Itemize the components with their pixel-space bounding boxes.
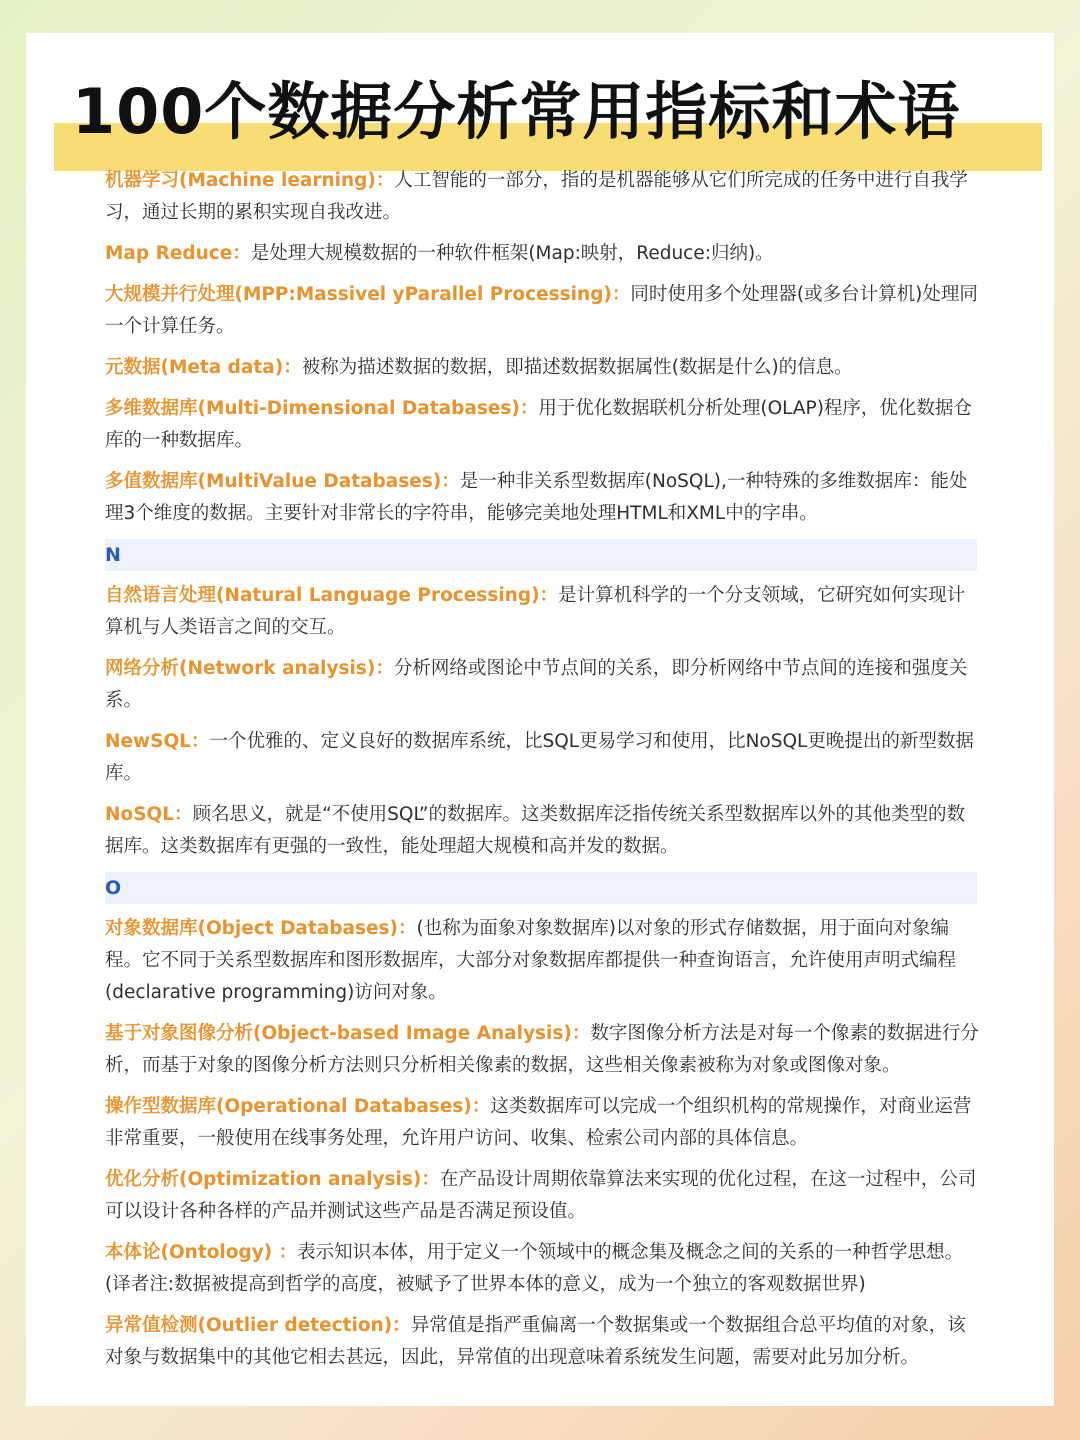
- glossary-entry: [105, 165, 980, 229]
- entry-description: 被称为描述数据的数据，即描述数据数据属性(数据是什么)的信息。: [301, 357, 853, 378]
- glossary-entry: [105, 238, 980, 270]
- glossary-entry: [105, 653, 980, 717]
- entry-term: 优化分析(Optimization analysis): [105, 1169, 422, 1190]
- entry-description: 是计算机科学的一个分支领域，它研究如何实现计算机与人类语言之间的交互。: [105, 585, 966, 638]
- entry-separator: ：: [441, 471, 460, 492]
- entry-description: 这类数据库可以完成一个组织机构的常规操作，对商业运营非常重要，一般使用在线事务处理，允许用户访问、收集、检索公司内部的具体信息。: [105, 1096, 972, 1149]
- glossary-list: [105, 165, 980, 1383]
- entry-description: 同时使用多个处理器(或多台计算机)处理同一个计算任务。: [105, 284, 978, 337]
- entry-separator: ：: [611, 284, 631, 305]
- entry-separator: ：: [272, 1242, 298, 1263]
- glossary-entry: [105, 279, 980, 343]
- entry-term: 自然语言处理(Natural Language Processing): [105, 585, 540, 606]
- entry-description: 在产品设计周期依靠算法来实现的优化过程，在这一过程中，公司可以设计各种各样的产品并测试这些产品是否满足预设值。: [105, 1169, 977, 1222]
- content-card: [26, 33, 1054, 1406]
- entry-description: 人工智能的一部分，指的是机器能够从它们所完成的任务中进行自我学习，通过长期的累积实现自我改进。: [105, 170, 968, 223]
- entry-separator: ：: [519, 398, 539, 419]
- entry-separator: ：: [283, 357, 302, 378]
- entry-separator: ：: [174, 804, 193, 825]
- glossary-entry: [105, 1018, 980, 1082]
- entry-description: 是一种非关系型数据库(NoSQL),一种特殊的多维数据库：能处理3个维度的数据。主要针对非常长的字符串，能够完美地处理HTML和XML中的字串。: [105, 471, 968, 524]
- glossary-entry: [105, 1310, 980, 1374]
- glossary-entry: [105, 1091, 980, 1155]
- entry-term: 机器学习(Machine learning): [105, 170, 376, 191]
- entry-separator: ：: [421, 1169, 440, 1190]
- entry-separator: ：: [392, 1315, 411, 1336]
- entry-term: 异常值检测(Outlier detection): [105, 1315, 393, 1336]
- entry-term: Map Reduce: [105, 243, 233, 264]
- glossary-entry: [105, 580, 980, 644]
- entry-description: 是处理大规模数据的一种软件框架(Map:映射，Reduce:归纳)。: [250, 243, 774, 264]
- glossary-entry: [105, 393, 980, 457]
- entry-term: 多维数据库(Multi-Dimensional Databases): [105, 398, 520, 419]
- entry-separator: ：: [375, 170, 395, 191]
- entry-separator: ：: [471, 1096, 491, 1117]
- entry-separator: ：: [190, 731, 210, 752]
- page-title: 100个数据分析常用指标和术语: [72, 75, 961, 148]
- glossary-entry: [105, 913, 980, 1009]
- entry-description: 分析网络或图论中节点间的关系，即分析网络中节点间的连接和强度关系。: [105, 658, 968, 711]
- entry-term: 基于对象图像分析(Object-based Image Analysis): [105, 1023, 572, 1044]
- entry-term: NoSQL: [105, 804, 175, 825]
- section-header-o: O: [105, 872, 977, 904]
- title-banner: [54, 63, 1042, 175]
- section-header-n: N: [105, 539, 977, 571]
- entry-term: 本体论(Ontology): [105, 1242, 273, 1263]
- glossary-entry: [105, 466, 980, 530]
- entry-description: 数字图像分析方法是对每一个像素的数据进行分析，而基于对象的图像分析方法则只分析相关像素的数据，这些相关像素被称为对象或图像对象。: [105, 1023, 979, 1076]
- entry-description: 表示知识本体，用于定义一个领域中的概念集及概念之间的关系的一种哲学思想。(译者注:数据被提高到哲学的高度，被赋予了世界本体的意义，成为一个独立的客观数据世界): [105, 1242, 964, 1295]
- entry-description: 一个优雅的、定义良好的数据库系统，比SQL更易学习和使用，比NoSQL更晚提出的新型数据库。: [105, 731, 974, 784]
- entry-term: 大规模并行处理(MPP:Massivel yParallel Processing): [105, 284, 612, 305]
- entry-separator: ：: [375, 658, 394, 679]
- glossary-entry: [105, 1164, 980, 1228]
- entry-separator: ：: [571, 1023, 591, 1044]
- entry-description: 用于优化数据联机分析处理(OLAP)程序，优化数据仓库的一种数据库。: [105, 398, 972, 451]
- glossary-entry: [105, 1237, 980, 1301]
- glossary-entry: [105, 799, 980, 863]
- entry-description: (也称为面象对象数据库)以对象的形式存储数据，用于面向对象编程。它不同于关系型数据库和图形数据库，大部分对象数据库都提供一种查询语言，允许使用声明式编程(declarative programming)访问对象。: [105, 918, 957, 1003]
- entry-separator: ：: [539, 585, 559, 606]
- entry-description: 顾名思义，就是“不使用SQL”的数据库。这类数据库泛指传统关系型数据库以外的其他类型的数据库。这类数据库有更强的一致性，能处理超大规模和高并发的数据。: [105, 804, 965, 857]
- entry-description: 异常值是指严重偏离一个数据集或一个数据组合总平均值的对象，该对象与数据集中的其他它相去甚远，因此，异常值的出现意味着系统发生问题，需要对此另加分析。: [105, 1315, 966, 1368]
- entry-term: 操作型数据库(Operational Databases): [105, 1096, 472, 1117]
- glossary-entry: [105, 726, 980, 790]
- entry-term: NewSQL: [105, 731, 191, 752]
- entry-term: 对象数据库(Object Databases): [105, 918, 398, 939]
- entry-term: 网络分析(Network analysis): [105, 658, 376, 679]
- entry-term: 多值数据库(MultiValue Databases): [105, 471, 442, 492]
- entry-separator: ：: [232, 243, 251, 264]
- entry-term: 元数据(Meta data): [105, 357, 284, 378]
- glossary-entry: [105, 352, 980, 384]
- entry-separator: ：: [397, 918, 417, 939]
